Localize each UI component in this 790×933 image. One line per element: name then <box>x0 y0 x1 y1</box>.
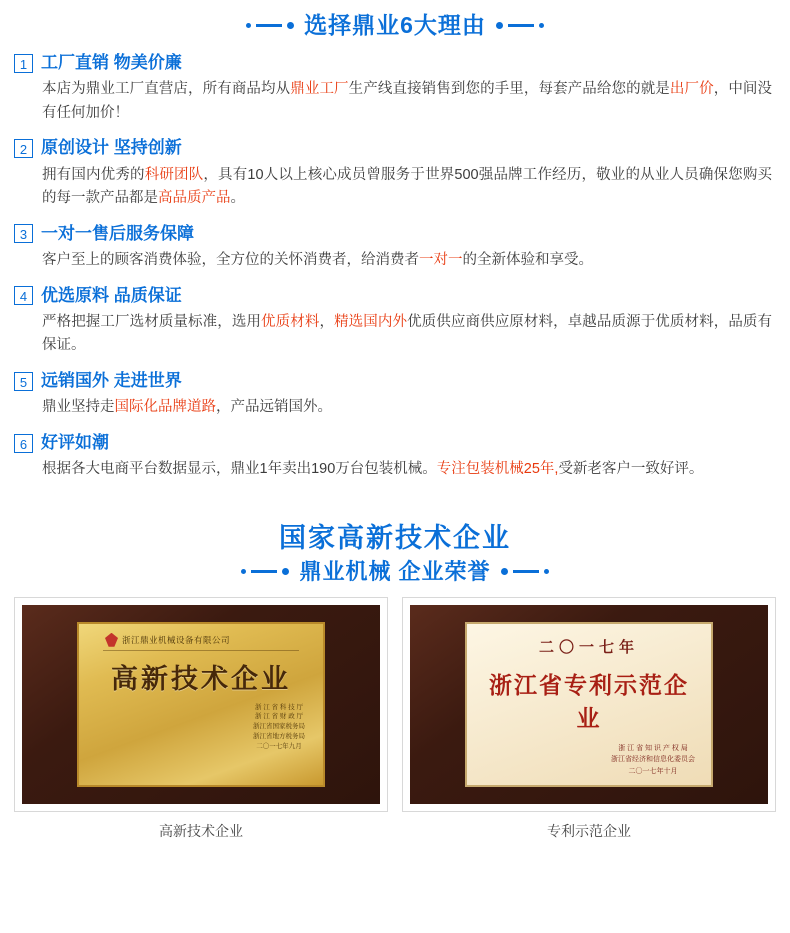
issuer-line: 浙 江 省 财 政 厅 <box>254 713 304 721</box>
issuer-line: 二〇一七年十月 <box>628 767 678 775</box>
issuer-line: 浙江省地方税务局 <box>253 732 305 740</box>
highlighted-text: 专注包装机械25年, <box>436 461 559 478</box>
certificate-company-name: 浙江鼎业机械设备有限公司 <box>122 634 231 645</box>
reason-item <box>14 224 772 273</box>
reason-header <box>14 286 772 306</box>
certificate-image[interactable] <box>402 597 776 812</box>
reason-body <box>14 311 772 358</box>
reason-title: 远销国外 走进世界 <box>41 370 182 390</box>
reasons-list <box>0 45 790 482</box>
reason-item <box>14 286 772 358</box>
highlighted-text: 国际化品牌道路 <box>114 399 216 416</box>
reasons-section-title <box>0 14 790 37</box>
issuer-line: 浙 江 省 知 识 产 权 局 <box>618 745 688 753</box>
reason-number-badge: 5 <box>14 372 33 391</box>
reason-header <box>14 371 772 391</box>
issuer-line: 浙江省国家税务局 <box>253 723 305 731</box>
body-text: 严格把握工厂选材质量标准，选用 <box>42 313 262 330</box>
reason-number-badge: 6 <box>14 434 33 453</box>
reason-body <box>14 458 772 481</box>
body-text: 客户至上的顾客消费体验，全方位的关怀消费者，给消费者 <box>42 252 419 269</box>
reason-header <box>14 138 772 158</box>
dot-icon <box>544 569 549 574</box>
reason-title: 一对一售后服务保障 <box>41 223 194 243</box>
certificate-gallery <box>0 597 790 841</box>
certificate-issuer <box>611 743 695 777</box>
certificate-issuer <box>253 703 305 752</box>
title-rule-left <box>241 568 289 575</box>
dot-icon <box>246 23 251 28</box>
highlighted-text: 高品质产品 <box>158 190 231 207</box>
certificate-year: 二〇一七年 <box>538 638 639 656</box>
issuer-line: 浙江省经济和信息化委员会 <box>611 756 695 764</box>
bar-icon <box>508 24 534 27</box>
certificate-main-text: 浙江省专利示范企业 <box>489 671 689 731</box>
bar-icon <box>256 24 282 27</box>
body-text: ，产品远销国外。 <box>216 399 332 416</box>
reason-item <box>14 53 772 125</box>
dot-icon <box>282 568 289 575</box>
body-text: 的全新体验和享受。 <box>462 252 593 269</box>
reason-number-badge: 4 <box>14 286 33 305</box>
body-text: 。 <box>230 190 245 207</box>
highlighted-text: 一对一 <box>419 252 463 269</box>
title-rule-left <box>246 22 294 29</box>
title-rule-right <box>501 568 549 575</box>
reason-body <box>14 78 772 125</box>
reasons-title-text: 选择鼎业6大理由 <box>304 12 486 38</box>
certificate-image[interactable] <box>14 597 388 812</box>
body-text: 本店为鼎业工厂直营店，所有商品均从 <box>42 81 291 98</box>
reason-number-badge: 2 <box>14 139 33 158</box>
body-text: 生产线直接销售到您的手里，每套产品给您的就是 <box>348 81 670 98</box>
reason-header <box>14 224 772 244</box>
reason-item <box>14 371 772 420</box>
certificate-plaque <box>22 605 380 804</box>
certificate-main-text: 高新技术企业 <box>111 663 291 694</box>
dot-icon <box>539 23 544 28</box>
body-text: ，中间没有任何加价！ <box>42 81 773 121</box>
highlighted-text: 优质材料 <box>261 313 320 330</box>
reason-header <box>14 53 772 73</box>
reason-body <box>14 396 772 419</box>
reason-number-badge: 3 <box>14 224 33 243</box>
company-logo-icon <box>105 633 118 647</box>
certificate-card[interactable] <box>14 597 388 841</box>
highlighted-text: 出厂价 <box>669 81 714 98</box>
dot-icon <box>241 569 246 574</box>
certificate-plate <box>465 622 713 787</box>
reason-item <box>14 433 772 482</box>
company-row <box>105 633 230 647</box>
issuer-line: 浙 江 省 科 技 厅 <box>254 703 304 711</box>
title-rule-right <box>496 22 544 29</box>
body-text: 根据各大电商平台数据显示，鼎业1年卖出190万台包装机械。 <box>42 461 437 478</box>
highlighted-text: 鼎业工厂 <box>290 81 349 98</box>
dot-icon <box>287 22 294 29</box>
honor-subtitle-text: 鼎业机械 企业荣誉 <box>299 558 491 584</box>
body-text: 鼎业坚持走 <box>42 399 115 416</box>
body-text: ，具有10人以上核心成员曾服务于世界500强品牌工作经历，敬业的从业人员确保您购买的每一款产品都是 <box>42 166 773 207</box>
reason-body <box>14 249 772 272</box>
page-root <box>0 14 790 841</box>
bar-icon <box>251 570 277 573</box>
body-text: 拥有国内优秀的 <box>42 166 145 183</box>
certificate-caption: 高新技术企业 <box>159 822 243 839</box>
issuer-line: 二〇一七年九月 <box>256 742 302 750</box>
certificate-caption: 专利示范企业 <box>547 822 631 839</box>
certificate-card[interactable] <box>402 597 776 841</box>
dot-icon <box>496 22 503 29</box>
reason-header <box>14 433 772 453</box>
reason-title: 工厂直销 物美价廉 <box>41 53 182 72</box>
certificate-plate <box>77 622 325 787</box>
reason-number-badge: 1 <box>14 54 33 73</box>
body-text: ， <box>319 313 335 330</box>
bar-icon <box>513 570 539 573</box>
reason-title: 原创设计 坚持创新 <box>41 138 182 158</box>
reason-body <box>14 164 772 211</box>
body-text: 受新老客户一致好评。 <box>558 461 704 478</box>
honor-heading: 国家高新技术企业 <box>279 522 511 553</box>
reason-title: 优选原料 品质保证 <box>41 285 182 305</box>
highlighted-text: 精选国内外 <box>334 313 408 330</box>
reason-item <box>14 138 772 210</box>
highlighted-text: 科研团队 <box>144 166 204 183</box>
reason-title: 好评如潮 <box>41 432 109 452</box>
certificate-plaque <box>410 605 768 804</box>
dot-icon <box>501 568 508 575</box>
honor-section-title <box>0 558 790 584</box>
body-text: 优质供应商供应原材料，卓越品质源于优质材料，品质有保证。 <box>42 313 773 354</box>
divider <box>103 650 299 651</box>
